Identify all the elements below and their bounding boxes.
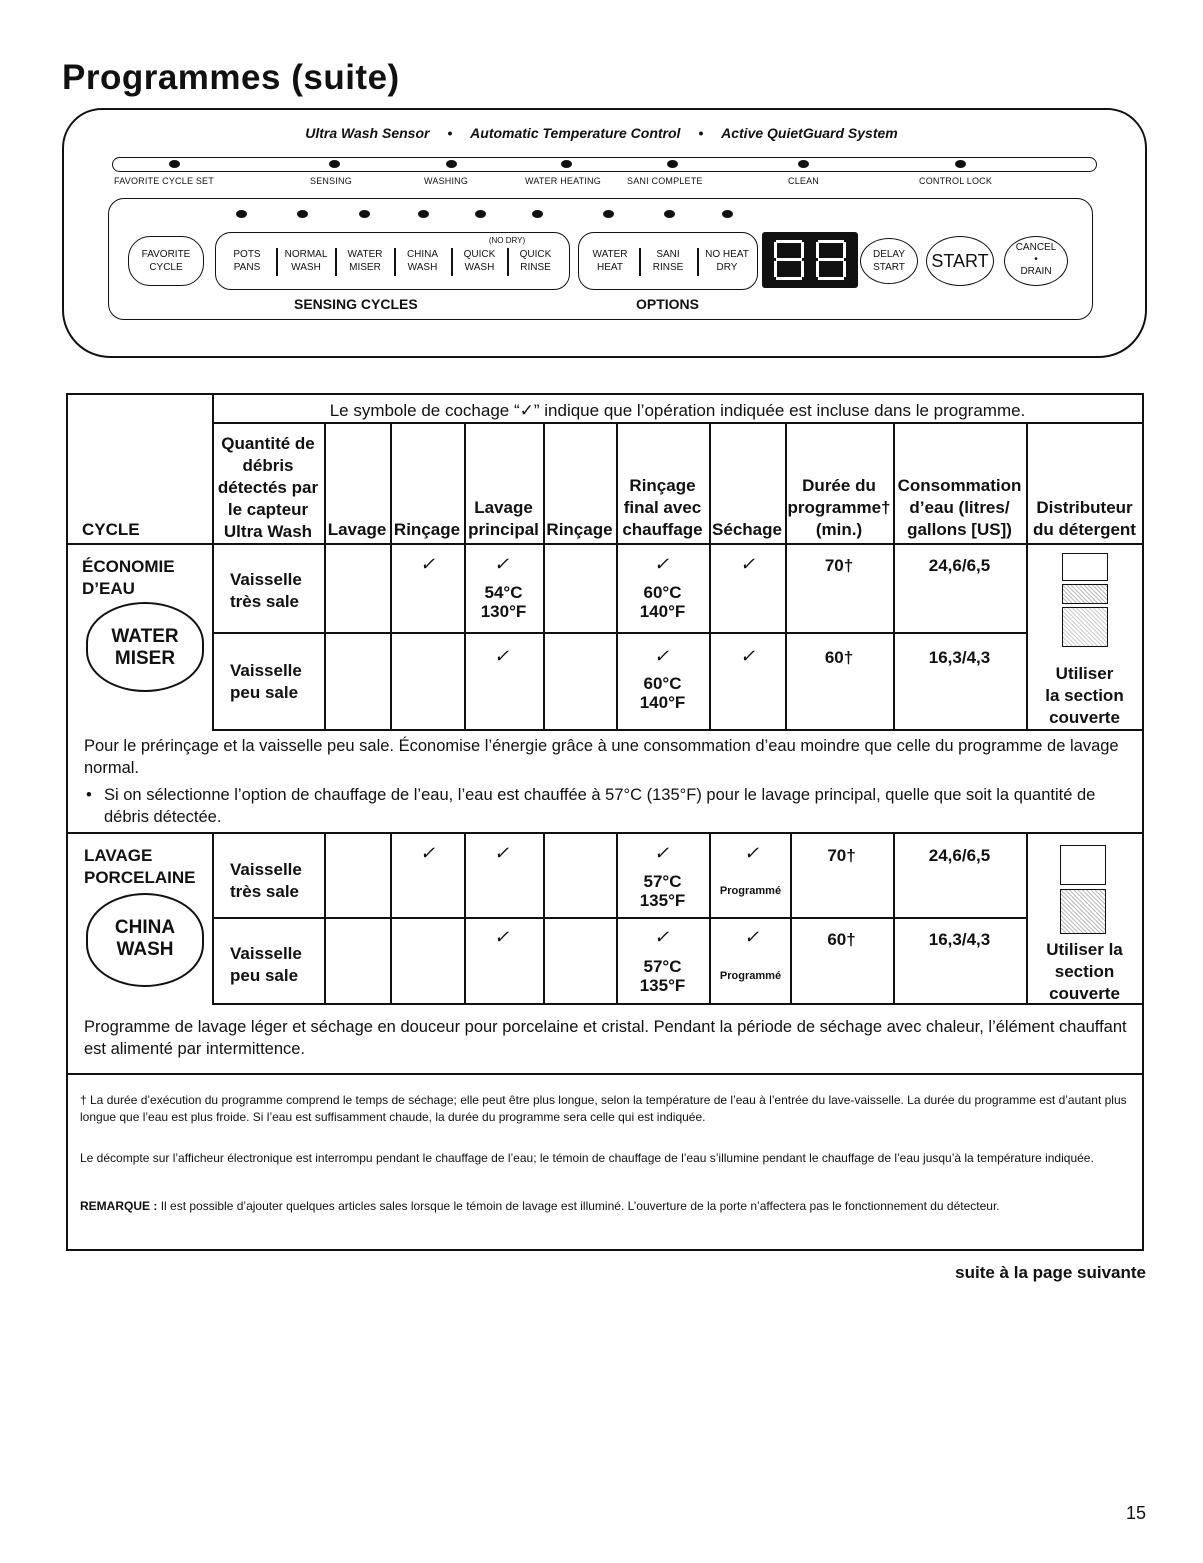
check-mark: ✓ bbox=[740, 646, 756, 666]
final-rinse-temp: 57°C 135°F bbox=[639, 957, 686, 995]
no-dry-label: (NO DRY) bbox=[488, 236, 526, 245]
table-line bbox=[390, 422, 392, 730]
status-label: FAVORITE CYCLE SET bbox=[114, 176, 214, 186]
main-wash-temp: 54°C 130°F bbox=[480, 583, 527, 621]
cycle-button-normal-wash[interactable]: NORMAL WASH bbox=[284, 249, 328, 273]
water-miser-badge: WATER MISER bbox=[86, 602, 204, 692]
remark-text: Il est possible d’ajouter quelques articles sales lorsque le témoin de lavage est illuminé. L’ouverture de la porte n’affectera pas le fonctionnement du détecteur. bbox=[160, 1199, 1000, 1213]
status-led bbox=[798, 160, 809, 168]
status-led bbox=[169, 160, 180, 168]
cycle-led bbox=[236, 210, 247, 218]
sechage-programme: Programmé bbox=[719, 970, 782, 982]
final-rinse-temp: 57°C 135°F bbox=[639, 872, 686, 910]
status-led bbox=[561, 160, 572, 168]
feature-separator: • bbox=[447, 125, 453, 141]
continued-note: suite à la page suivante bbox=[955, 1263, 1146, 1282]
header-distributeur: Distributeur du détergent bbox=[1033, 498, 1136, 539]
duree-value: 60† bbox=[827, 930, 856, 949]
cycle-button-water-miser[interactable]: WATER MISER bbox=[347, 249, 383, 273]
display-segment bbox=[818, 277, 844, 280]
table-line bbox=[212, 832, 214, 1004]
detergent-dispenser-icon bbox=[1062, 553, 1108, 581]
cycle-led bbox=[418, 210, 429, 218]
check-mark: ✓ bbox=[654, 646, 670, 666]
display-segment bbox=[776, 240, 802, 243]
final-rinse-temp: 60°C 140°F bbox=[639, 674, 686, 712]
check-mark: ✓ bbox=[494, 927, 510, 947]
option-led bbox=[664, 210, 675, 218]
digital-display bbox=[762, 232, 858, 288]
header-sechage: Séchage bbox=[712, 520, 782, 539]
conso-value: 16,3/4,3 bbox=[928, 930, 991, 949]
display-segment bbox=[843, 261, 846, 277]
table-line bbox=[212, 729, 1143, 731]
detergent-dispenser-icon bbox=[1060, 889, 1106, 934]
check-mark: ✓ bbox=[494, 843, 510, 863]
cycle-led bbox=[297, 210, 308, 218]
feature-list bbox=[0, 125, 1203, 141]
options-label: OPTIONS bbox=[636, 296, 700, 312]
option-led bbox=[722, 210, 733, 218]
table-line bbox=[390, 832, 392, 1004]
status-led bbox=[667, 160, 678, 168]
check-mark: ✓ bbox=[740, 554, 756, 574]
check-mark: ✓ bbox=[494, 554, 510, 574]
header-cycle: CYCLE bbox=[82, 520, 140, 539]
status-led bbox=[329, 160, 340, 168]
check-mark: ✓ bbox=[654, 554, 670, 574]
table-line bbox=[543, 422, 545, 730]
display-segment bbox=[776, 258, 802, 261]
start-button[interactable] bbox=[926, 236, 994, 286]
sechage-programme: Programmé bbox=[719, 885, 782, 897]
distributor-note: Utiliser la section couverte bbox=[1046, 940, 1123, 1003]
status-label: WATER HEATING bbox=[525, 176, 601, 186]
china-description: Programme de lavage léger et séchage en douceur pour porcelaine et cristal. Pendant la période de séchage avec chaleur, l’élément chauffant est alimenté par intermittence. bbox=[84, 1018, 1127, 1058]
quantity-peu-sale: Vaisselle peu sale bbox=[230, 661, 302, 702]
start-label: START bbox=[931, 251, 989, 271]
sensing-cycles-label: SENSING CYCLES bbox=[294, 296, 418, 312]
display-segment bbox=[776, 277, 802, 280]
status-led bbox=[955, 160, 966, 168]
table-line bbox=[212, 632, 1026, 634]
header-rincage: Rinçage bbox=[393, 520, 461, 539]
header-rincage-final: Rinçage final avec chauffage bbox=[622, 476, 703, 539]
duree-value: 60† bbox=[824, 648, 854, 667]
delay-start-button[interactable] bbox=[860, 238, 918, 284]
bullet-icon: • bbox=[86, 786, 92, 804]
footnote-countdown: Le décompte sur l’afficheur électronique est interrompu pendant le chauffage de l’eau; le témoin de chauffage de l’eau s’illumine pendant le chauffage de l’eau jusqu’à la température indiquée. bbox=[80, 1151, 1094, 1165]
display-segment bbox=[816, 242, 819, 258]
eco-description: Pour le prérinçage et la vaisselle peu sale. Économise l’énergie grâce à une consommation d’eau moindre que celle du programme de lavage normal. bbox=[84, 737, 1119, 777]
detergent-dispenser-icon bbox=[1062, 607, 1108, 647]
feature: Ultra Wash Sensor bbox=[305, 125, 430, 141]
display-segment bbox=[774, 261, 777, 277]
header-consommation: Consommation d’eau (litres/ gallons [US]) bbox=[897, 476, 1022, 539]
distributor-note: Utiliser la section couverte bbox=[1045, 664, 1124, 727]
favorite-cycle-label: FAVORITE CYCLE bbox=[141, 249, 191, 273]
option-button-sani-rinse[interactable]: SANI RINSE bbox=[652, 249, 684, 273]
cancel-drain-label: CANCEL • DRAIN bbox=[1015, 242, 1057, 277]
eco-bullet: Si on sélectionne l’option de chauffage de l’eau, l’eau est chauffée à 57°C (135°F) pour le lavage principal, quelle que soit la quantité de débris détectée. bbox=[104, 786, 1096, 826]
header-lavage: Lavage bbox=[327, 520, 387, 539]
footnote-dagger: † La durée d’exécution du programme comprend le temps de séchage; elle peut être plus longue, selon la température de l’eau à l’entrée du lave-vaisselle. La durée du programme est d’autant plus longue que l’eau est plus froide. Si l’eau est suffisamment chaude, la durée du programme sera celle qui est indiquée. bbox=[80, 1093, 1127, 1124]
quantity-tres-sale: Vaisselle très sale bbox=[230, 860, 302, 901]
header-quantity: Quantité de débris détectés par le capteur Ultra Wash bbox=[217, 434, 319, 541]
cycle-led bbox=[359, 210, 370, 218]
cycle-name-economie: ÉCONOMIE D’EAU bbox=[82, 557, 175, 598]
conso-value: 24,6/6,5 bbox=[928, 846, 991, 865]
cycle-name-porcelaine: LAVAGE PORCELAINE bbox=[84, 846, 196, 887]
header-duree: Durée du programme† (min.) bbox=[787, 476, 891, 539]
display-segment bbox=[801, 242, 804, 258]
feature-separator: • bbox=[698, 125, 704, 141]
option-button-water-heat[interactable]: WATER HEAT bbox=[592, 249, 628, 273]
table-line bbox=[212, 422, 1143, 424]
conso-value: 16,3/4,3 bbox=[928, 648, 991, 667]
status-label: CONTROL LOCK bbox=[919, 176, 993, 186]
check-mark: ✓ bbox=[744, 843, 760, 863]
delay-start-label: DELAY START bbox=[872, 249, 906, 273]
table-line bbox=[212, 917, 1026, 919]
display-segment bbox=[818, 240, 844, 243]
display-segment bbox=[818, 258, 844, 261]
check-mark: ✓ bbox=[420, 554, 436, 574]
display-segment bbox=[816, 261, 819, 277]
table-line bbox=[212, 1003, 1143, 1005]
check-mark: ✓ bbox=[494, 646, 510, 666]
status-label: CLEAN bbox=[788, 176, 820, 186]
header-lavage-principal: Lavage principal bbox=[468, 498, 539, 539]
final-rinse-temp: 60°C 140°F bbox=[639, 583, 686, 621]
favorite-cycle-button[interactable] bbox=[128, 236, 204, 286]
table-line bbox=[66, 543, 1143, 545]
option-button-no-heat-dry[interactable]: NO HEAT DRY bbox=[705, 249, 749, 273]
feature: Active QuietGuard System bbox=[721, 125, 898, 141]
table-line bbox=[66, 1073, 1143, 1075]
status-label: SANI COMPLETE bbox=[627, 176, 703, 186]
status-led bbox=[446, 160, 457, 168]
table-line bbox=[543, 832, 545, 1004]
cycle-button-quick-rinse[interactable]: QUICK RINSE bbox=[519, 249, 552, 273]
table-line bbox=[324, 832, 326, 1004]
cycle-button-china-wash[interactable]: CHINA WASH bbox=[406, 249, 439, 273]
cycle-button-quick-wash[interactable]: QUICK WASH bbox=[463, 249, 496, 273]
table-line bbox=[464, 832, 466, 1004]
table-line bbox=[66, 832, 1143, 834]
detergent-dispenser-icon bbox=[1060, 845, 1106, 885]
check-legend: Le symbole de cochage “✓” indique que l’opération indiquée est incluse dans le programme. bbox=[329, 401, 1026, 420]
cycle-led bbox=[532, 210, 543, 218]
feature: Automatic Temperature Control bbox=[470, 125, 681, 141]
duree-value: 70† bbox=[827, 846, 856, 865]
page-number: 15 bbox=[1125, 1503, 1146, 1523]
check-mark: ✓ bbox=[654, 843, 670, 863]
display-segment bbox=[774, 242, 777, 258]
quantity-peu-sale: Vaisselle peu sale bbox=[230, 944, 302, 985]
footnote-remark bbox=[80, 1198, 1130, 1215]
remark-label: REMARQUE : bbox=[80, 1199, 158, 1213]
cycle-button-pots-pans[interactable]: POTS PANS bbox=[233, 249, 261, 273]
table-line bbox=[464, 422, 466, 730]
cancel-drain-button[interactable] bbox=[1004, 236, 1068, 286]
display-segment bbox=[801, 261, 804, 277]
table-line bbox=[324, 422, 326, 730]
check-mark: ✓ bbox=[420, 843, 436, 863]
detergent-dispenser-icon bbox=[1062, 584, 1108, 604]
quantity-tres-sale: Vaisselle très sale bbox=[230, 570, 302, 611]
status-label: WASHING bbox=[424, 176, 469, 186]
option-led bbox=[603, 210, 614, 218]
duree-value: 70† bbox=[824, 556, 854, 575]
conso-value: 24,6/6,5 bbox=[928, 556, 991, 575]
display-segment bbox=[843, 242, 846, 258]
check-mark: ✓ bbox=[654, 927, 670, 947]
status-led-bar bbox=[112, 157, 1097, 172]
cycle-led bbox=[475, 210, 486, 218]
china-wash-badge: CHINA WASH bbox=[86, 893, 204, 987]
table-line bbox=[709, 422, 711, 730]
page-title: Programmes (suite) bbox=[62, 58, 400, 97]
check-mark: ✓ bbox=[744, 927, 760, 947]
status-label: SENSING bbox=[310, 176, 352, 186]
header-rincage-2: Rinçage bbox=[546, 520, 613, 539]
